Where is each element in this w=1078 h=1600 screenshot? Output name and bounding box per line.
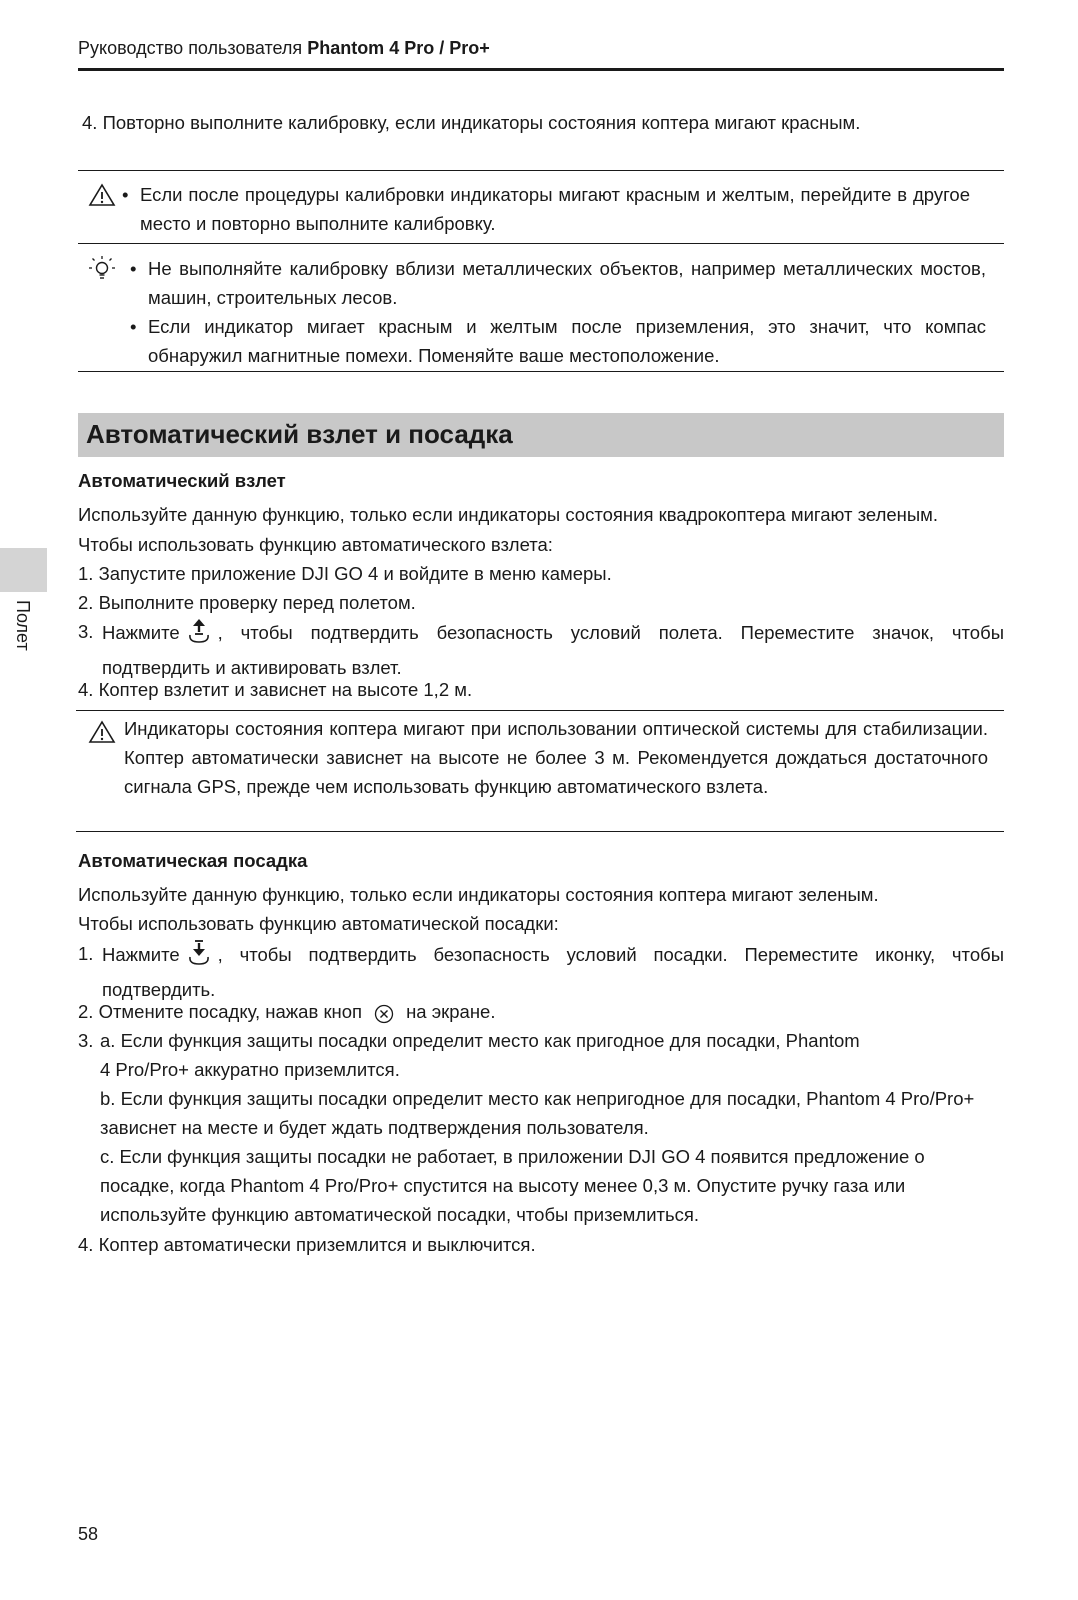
takeoff-step3-post: , чтобы подтвердить безопасность условий полета. Переместите значок, чтобы подтвердить и активировать взлет.: [102, 622, 1004, 678]
landing-icon: [186, 939, 212, 975]
header-title-regular: Руководство пользователя: [78, 38, 308, 58]
warning-icon: [88, 720, 116, 749]
step-number: 3.: [78, 1030, 94, 1051]
landing-step3b: b. Если функция защиты посадки определит место как непригодное для посадки, Phantom 4 Pro/Pro+ зависнет на месте и будет ждать подтверждения пользователя.: [100, 1088, 975, 1138]
landing-heading: Автоматическая посадка: [78, 850, 308, 871]
warning-icon: [88, 183, 116, 212]
takeoff-heading: Автоматический взлет: [78, 470, 286, 491]
takeoff-icon: [186, 617, 212, 653]
landing-intro2: Чтобы использовать функцию автоматической посадки:: [78, 913, 559, 934]
step4-recalibrate: 4. Повторно выполните калибровку, если индикаторы состояния коптера мигают красным.: [82, 112, 861, 133]
landing-step2-pre: 2. Отмените посадку, нажав кноп: [78, 1001, 363, 1022]
takeoff-step2: 2. Выполните проверку перед полетом.: [78, 592, 416, 613]
divider: [78, 371, 1004, 372]
landing-step2-post: на экране.: [406, 1001, 496, 1022]
header-title-bold: Phantom 4 Pro / Pro+: [307, 38, 490, 58]
bullet: •: [130, 316, 137, 337]
header-rule: [78, 68, 1004, 71]
bullet: •: [122, 184, 129, 205]
landing-intro1: Используйте данную функцию, только если индикаторы состояния коптера мигают зеленым.: [78, 884, 879, 905]
divider: [78, 243, 1004, 244]
divider: [78, 170, 1004, 171]
warning1-text: Если после процедуры калибровки индикаторы мигают красным и желтым, перейдите в другое место и повторно выполните калибровку.: [140, 184, 970, 234]
page-number: 58: [78, 1524, 99, 1544]
landing-step1: [78, 939, 1004, 1004]
tip1-item-1: [130, 254, 986, 312]
tip1-text-2: Если индикатор мигает красным и желтым после приземления, это значит, что компас обнаружил магнитные помехи. Поменяйте ваше местоположение.: [148, 316, 986, 366]
lightbulb-icon: [88, 255, 116, 288]
takeoff-step3-pre: Нажмите: [102, 622, 180, 643]
step-number: 1.: [78, 943, 94, 964]
side-tab-label: Полет: [13, 600, 33, 651]
warning2-text: Индикаторы состояния коптера мигают при использовании оптической системы для стабилизации. Коптер автоматически зависнет на высоте не более 3 м. Рекомендуется дождаться достаточного сигнала GPS, прежде чем использовать функцию автоматического взлета.: [124, 718, 988, 797]
step-number: 3.: [78, 621, 94, 642]
side-tab: [0, 548, 47, 592]
landing-step3a: a. Если функция защиты посадки определит место как пригодное для посадки, Phantom 4 Pro/Pro+ аккуратно приземлится.: [100, 1030, 860, 1080]
landing-step1-post: , чтобы подтвердить безопасность условий посадки. Переместите иконку, чтобы подтвердить.: [102, 944, 1004, 1000]
divider: [76, 710, 1004, 711]
bullet: •: [130, 258, 137, 279]
landing-step1-pre: Нажмите: [102, 944, 180, 965]
takeoff-intro2: Чтобы использовать функцию автоматического взлета:: [78, 534, 553, 555]
landing-step1-text: [102, 939, 1004, 1004]
takeoff-step4: 4. Коптер взлетит и зависнет на высоте 1,2 м.: [78, 679, 473, 700]
running-header: [78, 38, 1004, 59]
landing-step3c: c. Если функция защиты посадки не работает, в приложении DJI GO 4 появится предложение о посадке, когда Phantom 4 Pro/Pro+ спустится на высоту менее 0,3 м. Опустите ручку газа или используйте функцию автоматической посадки, чтобы приземлиться.: [100, 1146, 925, 1225]
warning1-item: [122, 180, 970, 238]
takeoff-step3: [78, 617, 1004, 682]
takeoff-intro1: Используйте данную функцию, только если индикаторы состояния квадрокоптера мигают зеленым.: [78, 504, 939, 525]
takeoff-step3-text: [102, 617, 1004, 682]
section-title: Автоматический взлет и посадка: [86, 419, 513, 449]
takeoff-step1: 1. Запустите приложение DJI GO 4 и войдите в меню камеры.: [78, 563, 612, 584]
tip1-item-2: [130, 312, 986, 370]
divider: [76, 831, 1004, 832]
tip1-text-1: Не выполняйте калибровку вблизи металлических объектов, например металлических мостов, машин, строительных лесов.: [148, 258, 986, 308]
landing-step4: 4. Коптер автоматически приземлится и выключится.: [78, 1234, 536, 1255]
